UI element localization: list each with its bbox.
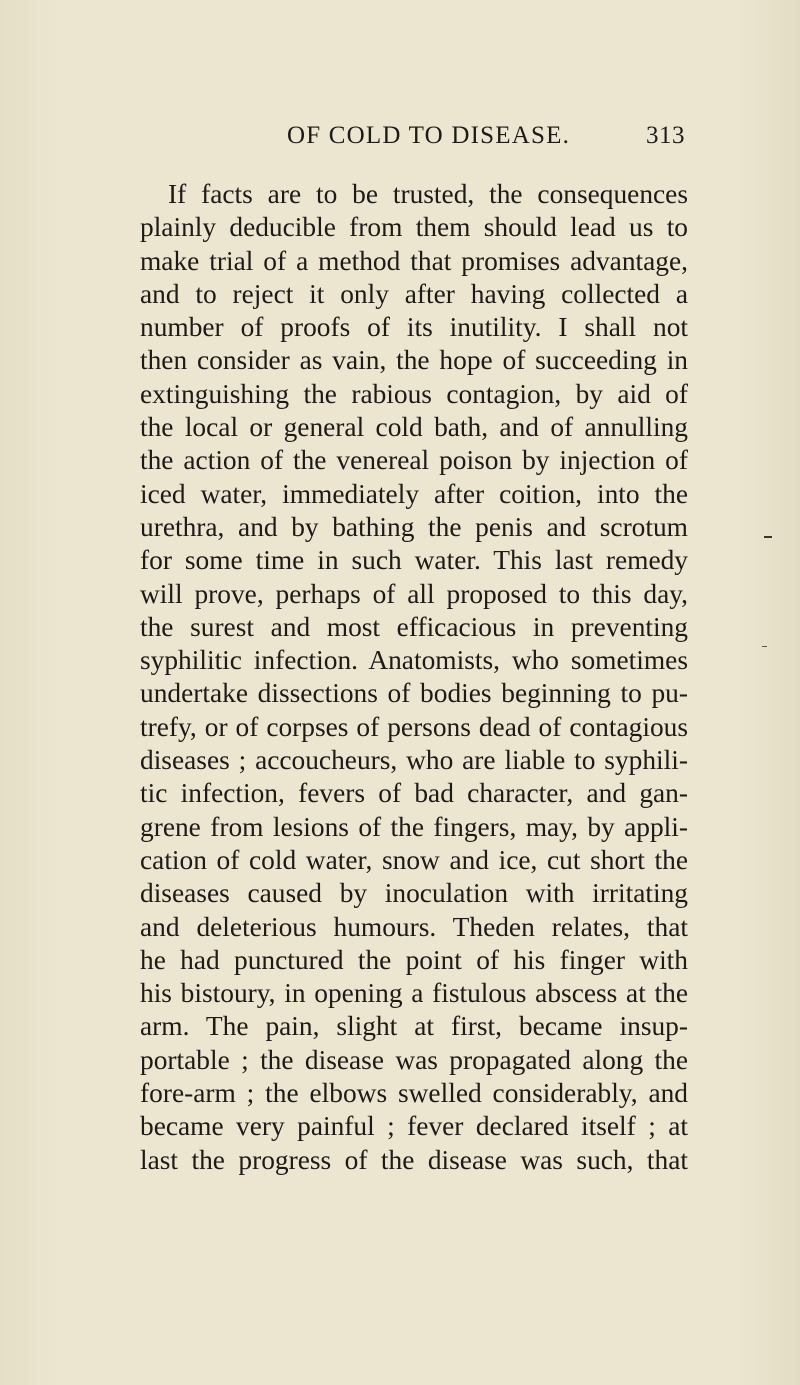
text-line: plainly deducible from them should lead us to [140,212,688,243]
text-line: fore-arm ; the elbows swelled considerably, and [140,1078,688,1109]
text-line: urethra, and by bathing the penis and scrotum [140,511,688,542]
text-line: for some time in such water. This last remedy [140,545,688,576]
text-line: the surest and most efficacious in preventing [140,611,688,642]
text-line: the action of the venereal poison by injection of [140,445,688,476]
page-header [287,122,687,152]
text-line: make trial of a method that promises advantage, [140,245,688,276]
text-line: and to reject it only after having collected a [140,278,688,309]
margin-mark [764,536,772,538]
text-line: he had punctured the point of his finger with [140,944,688,975]
text-line: and deleterious humours. Theden relates, that [140,911,688,942]
text-line: syphilitic infection. Anatomists, who sometimes [140,645,688,676]
text-line: undertake dissections of bodies beginning to pu- [140,678,688,709]
text-line: diseases ; accoucheurs, who are liable to syphili- [140,745,688,776]
text-line: tic infection, fevers of bad character, and gan- [140,778,688,809]
text-line: iced water, immediately after coition, into the [140,478,688,509]
running-title: OF COLD TO DISEASE. [287,122,571,149]
body-text [140,178,688,1177]
text-line: the local or general cold bath, and of annulling [140,412,688,443]
text-line: trefy, or of corpses of persons dead of contagious [140,711,688,742]
text-line: diseases caused by inoculation with irritating [140,878,688,909]
text-line: arm. The pain, slight at first, became insup- [140,1011,688,1042]
page-number: 313 [646,122,685,149]
text-line: grene from lesions of the fingers, may, by appli- [140,811,688,842]
text-line: became very painful ; fever declared itself ; at [140,1111,688,1142]
margin-mark [762,646,767,647]
text-line: extinguishing the rabious contagion, by aid of [140,378,688,409]
text-line: portable ; the disease was propagated along the [140,1044,688,1075]
text-line: then consider as vain, the hope of succeeding in [140,345,688,376]
text-line: number of proofs of its inutility. I shall not [140,312,688,343]
text-line: last the progress of the disease was such, that [140,1144,688,1175]
text-line: cation of cold water, snow and ice, cut short the [140,844,688,875]
text-line: his bistoury, in opening a fistulous abscess at the [140,978,688,1009]
text-line: If facts are to be trusted, the consequences [168,179,688,209]
text-line: will prove, perhaps of all proposed to this day, [140,578,688,609]
